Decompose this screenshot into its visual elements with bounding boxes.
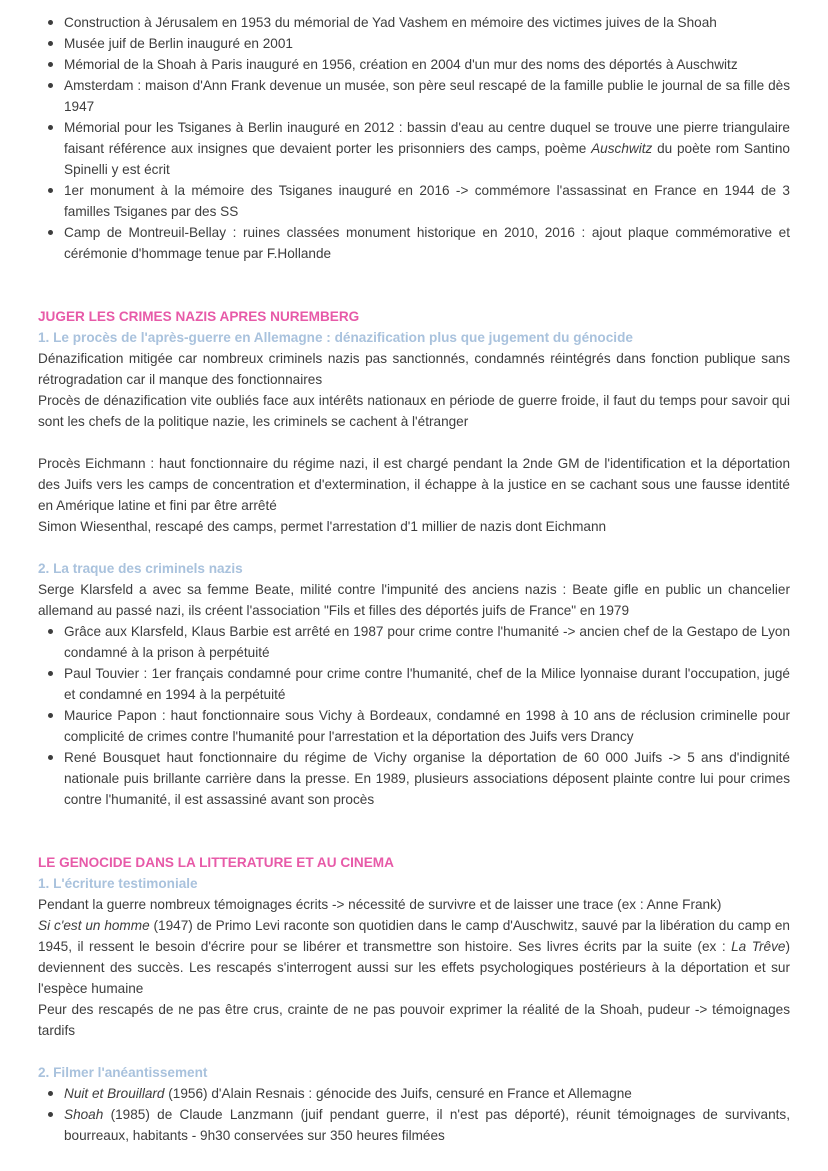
- paragraph: Pendant la guerre nombreux témoignages écrits -> nécessité de survivre et de laisser une trace (ex : Anne Frank): [38, 897, 722, 912]
- text-run: (1985) de Claude Lanzmann (juif pendant guerre, il n'est pas déporté), réunit témoignages de survivants, bourreaux, habitants - 9h30 conservées sur 350 heures filmées: [64, 1107, 790, 1143]
- list-item: René Bousquet haut fonctionnaire du régime de Vichy organise la déportation de 60 000 Juifs -> 5 ans d'indignité nationale puis brillante carrière dans la presse. En 1989, plusieurs associations déposent plainte contre lui pour crimes contre l'humanité, il est assassiné avant son procès: [64, 747, 790, 810]
- list-item: Amsterdam : maison d'Ann Frank devenue un musée, son père seul rescapé de la famille publie le journal de sa fille dès 1947: [64, 75, 790, 117]
- films-list: [38, 1083, 790, 1146]
- subsection-title: 1. L'écriture testimoniale: [38, 876, 198, 891]
- paragraph: Serge Klarsfeld a avec sa femme Beate, milité contre l'impunité des anciens nazis : Beate gifle en public un chancelier allemand au passé nazi, ils créent l'association "Fils et filles des déportés juifs de France" en 1979: [38, 582, 790, 618]
- list-item: Maurice Papon : haut fonctionnaire sous Vichy à Bordeaux, condamné en 1998 à 10 ans de réclusion criminelle pour complicité de crimes contre l'humanité pour l'arrestation et la déportation des Juifs vers Drancy: [64, 705, 790, 747]
- list-item: [64, 1104, 790, 1146]
- text-run: (1956) d'Alain Resnais : génocide des Juifs, censuré en France et Allemagne: [164, 1086, 632, 1101]
- list-item: Musée juif de Berlin inauguré en 2001: [64, 33, 790, 54]
- film-title: Shoah: [64, 1107, 104, 1122]
- paragraph: Procès de dénazification vite oubliés face aux intérêts nationaux en période de guerre froide, il faut du temps pour savoir qui sont les chefs de la politique nazie, les criminels se cachent à l'étranger: [38, 393, 790, 429]
- memorials-list: [38, 12, 790, 264]
- criminals-list: [38, 621, 790, 810]
- text-run: du poète rom Santino Spinelli y est écrit: [64, 141, 790, 177]
- film-title: Nuit et Brouillard: [64, 1086, 165, 1101]
- paragraph: Procès Eichmann : haut fonctionnaire du régime nazi, il est chargé pendant la 2nde GM de l'identification et la déportation des Juifs vers les camps de concentration et d'extermination, il échappe à la justice en se cachant sous une fausse identité en Amérique latine et fini par être arrêté: [38, 456, 790, 513]
- subsection-title: 2. Filmer l'anéantissement: [38, 1065, 208, 1080]
- list-item: Camp de Montreuil-Bellay : ruines classées monument historique en 2010, 2016 : ajout plaque commémorative et cérémonie d'hommage tenue par F.Hollande: [64, 222, 790, 264]
- paragraph: Dénazification mitigée car nombreux criminels nazis pas sanctionnés, condamnés réintégrés dans fonction publique sans rétrogradation car il manque des fonctionnaires: [38, 351, 790, 387]
- section-title: JUGER LES CRIMES NAZIS APRES NUREMBERG: [38, 309, 360, 324]
- paragraph: Peur des rescapés de ne pas être crus, crainte de ne pas pouvoir exprimer la réalité de la Shoah, pudeur -> témoignages tardifs: [38, 1002, 790, 1038]
- list-item: [64, 117, 790, 180]
- text-run: Mémorial pour les Tsiganes à Berlin inauguré en 2012 : bassin d'eau au centre duquel se trouve une pierre triangulaire faisant référence aux insignes que devaient porter les prisonniers des camps, poème: [64, 120, 790, 156]
- list-item: Construction à Jérusalem en 1953 du mémorial de Yad Vashem en mémoire des victimes juives de la Shoah: [64, 12, 790, 33]
- list-item: Grâce aux Klarsfeld, Klaus Barbie est arrêté en 1987 pour crime contre l'humanité -> ancien chef de la Gestapo de Lyon condamné à la prison à perpétuité: [64, 621, 790, 663]
- list-item: Paul Touvier : 1er français condamné pour crime contre l'humanité, chef de la Milice lyonnaise durant l'occupation, jugé et condamné en 1994 à la perpétuité: [64, 663, 790, 705]
- poem-title: Auschwitz: [591, 141, 653, 156]
- book-title: La Trêve: [731, 939, 786, 954]
- paragraph: Simon Wiesenthal, rescapé des camps, permet l'arrestation d'1 millier de nazis dont Eichmann: [38, 519, 607, 534]
- list-item: 1er monument à la mémoire des Tsiganes inauguré en 2016 -> commémore l'assassinat en France en 1944 de 3 familles Tsiganes par des SS: [64, 180, 790, 222]
- paragraph: [38, 915, 790, 999]
- book-title: Si c'est un homme: [38, 918, 150, 933]
- document-page: [38, 12, 790, 1146]
- subsection-title: 2. La traque des criminels nazis: [38, 561, 243, 576]
- subsection-title: 1. Le procès de l'après-guerre en Allemagne : dénazification plus que jugement du génocide: [38, 330, 633, 345]
- list-item: Mémorial de la Shoah à Paris inauguré en 1956, création en 2004 d'un mur des noms des déportés à Auschwitz: [64, 54, 790, 75]
- text-run: (1947) de Primo Levi raconte son quotidien dans le camp d'Auschwitz, sauvé par la libération du camp en 1945, il ressent le besoin d'écrire pour se libérer et transmettre son histoire. Ses livres écrits par la suite (ex :: [38, 918, 790, 954]
- text-run: ) deviennent des succès. Les rescapés s'interrogent aussi sur les effets psychologiques postérieurs à la déportation et sur l'espèce humaine: [38, 939, 790, 996]
- section-title: LE GENOCIDE DANS LA LITTERATURE ET AU CINEMA: [38, 855, 394, 870]
- list-item: [64, 1083, 790, 1104]
